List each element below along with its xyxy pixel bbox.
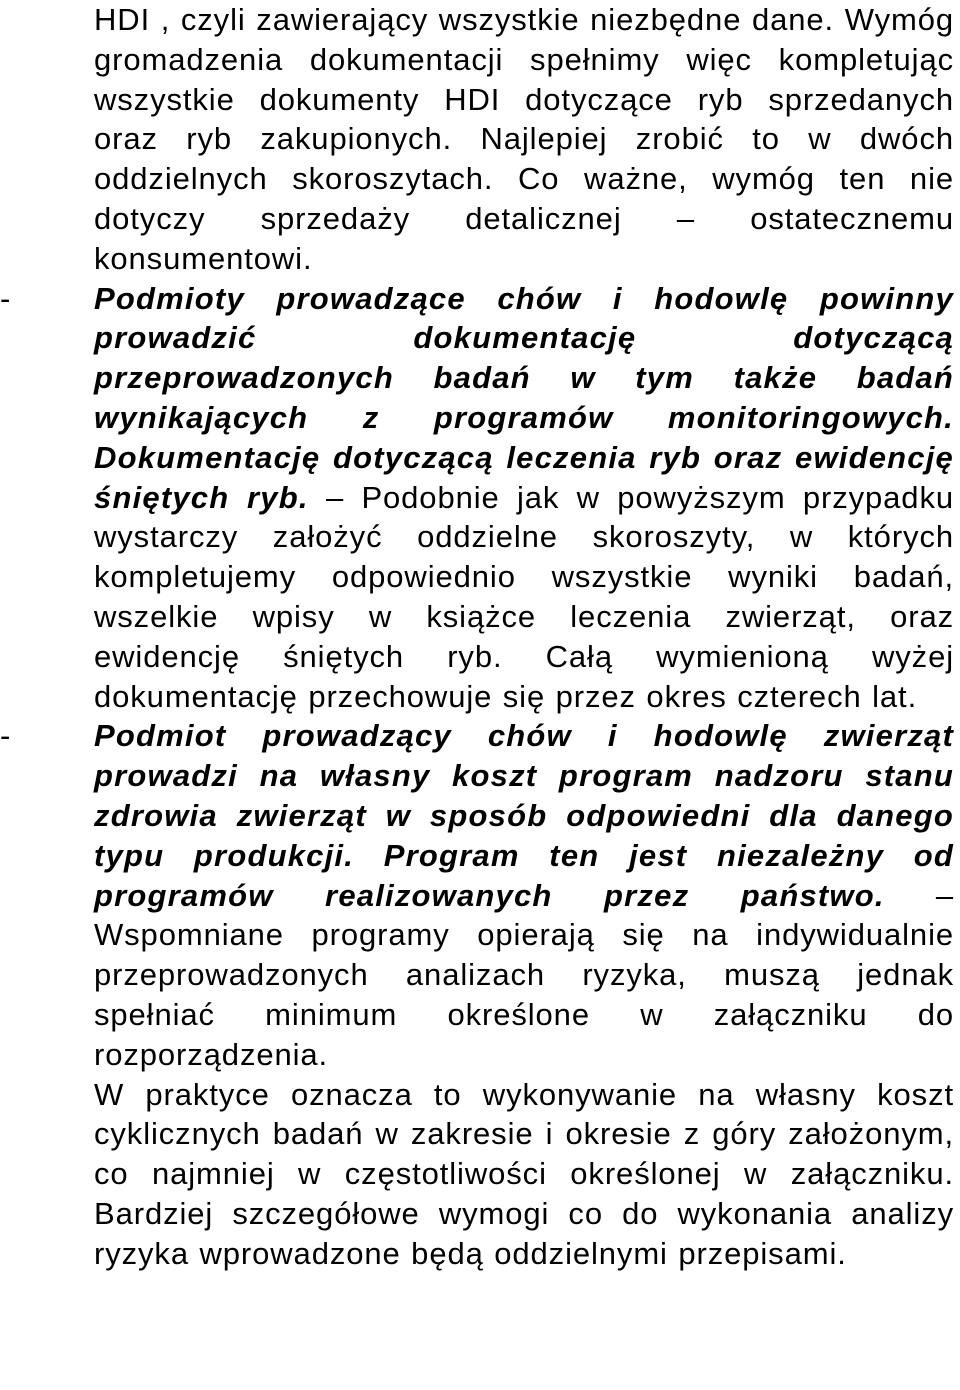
list-item-bold-text: Podmioty prowadzące chów i hodowlę powinny prowadzić dokumentację dotyczącą przeprowadzonych badań w tym także badań wynikających z programów monitoringowych. Dokumentację dotyczącą leczenia ryb oraz ewidencję śniętych ryb. (94, 280, 954, 515)
intro-text: HDI , czyli zawierający wszystkie niezbędne dane. Wymóg gromadzenia dokumentacji spełnimy więc kompletując wszystkie dokumenty HDI dotyczące ryb sprzedanych oraz ryb zakupionych. Najlepiej zrobić to w dwóch oddzielnych skoroszytach. Co ważne, wymóg ten nie dotyczy sprzedaży detalicznej – ostatecznemu konsumentowi. (94, 2, 954, 276)
list-item-text: – Podobnie jak w powyższym przypadku wystarczy założyć oddzielne skoroszyty, w których kompletujemy odpowiednio wszystkie wyniki badań, wszelkie wpisy w książce leczenia zwierząt, oraz ewidencję śniętych ryb. Całą wymienioną wyżej dokumentację przechowuje się przez okres czterech lat. (94, 479, 954, 714)
list-item-bold-text: Podmiot prowadzący chów i hodowlę zwierząt prowadzi na własny koszt program nadzoru stanu zdrowia zwierząt w sposób odpowiedni dla danego typu produkcji. Program ten jest niezależny od programów realizowanych przez państwo. (94, 718, 954, 913)
list-bullet: - (0, 718, 12, 754)
closing-text: W praktyce oznacza to wykonywanie na własny koszt cyklicznych badań w zakresie i okresie z góry założonym, co najmniej w częstotliwości określonej w załączniku. Bardziej szczegółowe wymogi co do wykonania analizy ryzyka wprowadzone będą oddzielnymi przepisami. (94, 1076, 954, 1271)
list-item-text: – Wspomniane programy opierają się na indywidualnie przeprowadzonych analizach ryzyka, muszą jednak spełniać minimum określone w załączniku do rozporządzenia. (94, 877, 954, 1072)
list-item-documentation (0, 279, 960, 717)
closing-paragraph (0, 1075, 960, 1274)
list-item-health-program (0, 716, 960, 1074)
intro-paragraph (0, 0, 960, 279)
list-bullet: - (0, 280, 12, 316)
